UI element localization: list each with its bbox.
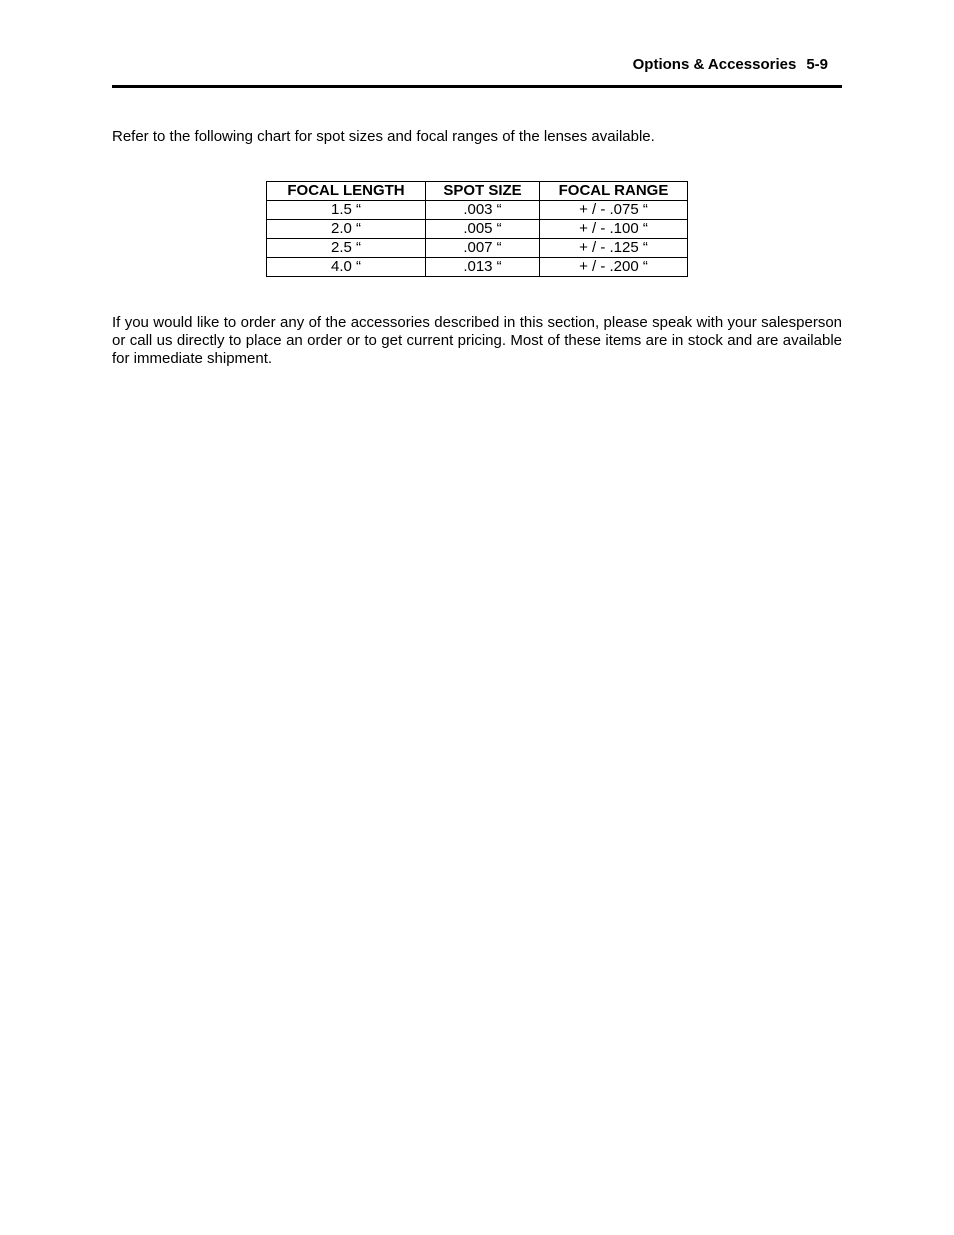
header-focal-length: FOCAL LENGTH [267, 182, 426, 201]
page-header [633, 56, 828, 74]
cell-focal-range: + / - .100 “ [540, 220, 688, 239]
header-focal-range: FOCAL RANGE [540, 182, 688, 201]
cell-focal-range: + / - .075 “ [540, 201, 688, 220]
table-row [267, 258, 688, 277]
page-number: 5-9 [806, 56, 828, 73]
table-row [267, 239, 688, 258]
table-header-row [267, 182, 688, 201]
cell-spot-size: .007 “ [426, 239, 540, 258]
cell-focal-length: 2.0 “ [267, 220, 426, 239]
cell-spot-size: .005 “ [426, 220, 540, 239]
header-spot-size: SPOT SIZE [426, 182, 540, 201]
header-divider [112, 85, 842, 88]
table-row [267, 201, 688, 220]
cell-focal-length: 4.0 “ [267, 258, 426, 277]
intro-paragraph: Refer to the following chart for spot sizes and focal ranges of the lenses available. [112, 128, 655, 145]
cell-spot-size: .013 “ [426, 258, 540, 277]
table-row [267, 220, 688, 239]
cell-focal-length: 2.5 “ [267, 239, 426, 258]
lens-spec-table [266, 181, 688, 277]
cell-focal-range: + / - .200 “ [540, 258, 688, 277]
cell-spot-size: .003 “ [426, 201, 540, 220]
section-title: Options & Accessories [632, 56, 797, 73]
closing-paragraph: If you would like to order any of the accessories described in this section, please speak with your salesperson or call us directly to place an order or to get current pricing. Most of these items are in stock and are available for immediate shipment. [112, 314, 842, 367]
cell-focal-range: + / - .125 “ [540, 239, 688, 258]
cell-focal-length: 1.5 “ [267, 201, 426, 220]
